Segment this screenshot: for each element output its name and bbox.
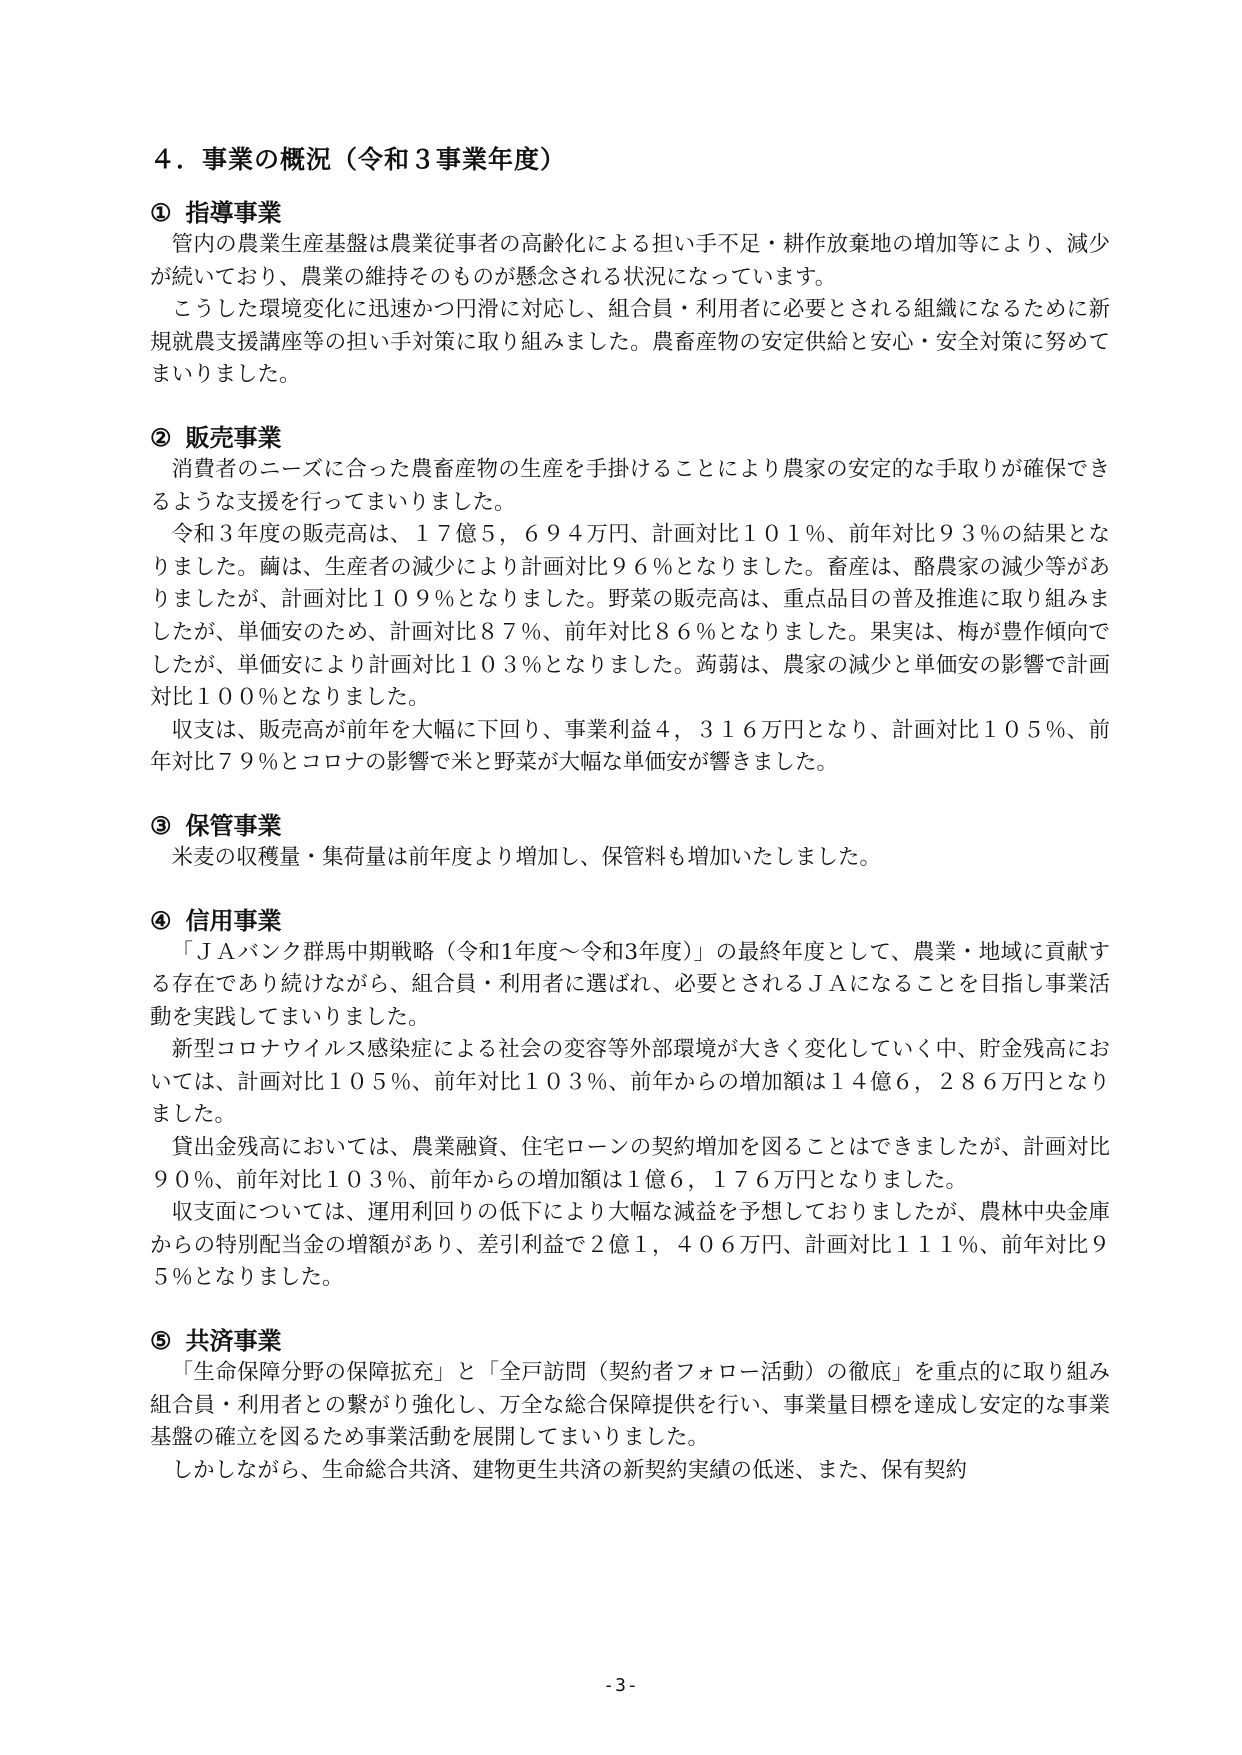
section-credit — [150, 905, 1110, 1296]
paragraph: 令和３年度の販売高は、１７億５，６９４万円、計画対比１０１％、前年対比９３％の結果となりました。繭は、生産者の減少により計画対比９６％となりました。畜産は、酪農家の減少等がありましたが、計画対比１０９％となりました。野菜の販売高は、重点品目の普及推進に取り組みましたが、単価安のため、計画対比８７％、前年対比８６％となりました。果実は、梅が豊作傾向でしたが、単価安により計画対比１０３％となりました。蒟蒻は、農家の減少と単価安の影響で計画対比１００％となりました。 — [150, 522, 1110, 711]
section-title: 指導事業 — [185, 198, 282, 227]
section-heading — [150, 810, 1110, 842]
section-guidance — [150, 197, 1110, 392]
paragraph: 新型コロナウイルス感染症による社会の変容等外部環境が大きく変化していく中、貯金残高においては、計画対比１０５％、前年対比１０３％、前年からの増加額は１４億６，２８６万円となりました。 — [150, 1037, 1110, 1128]
paragraph: 「生命保障分野の保障拡充」と「全戸訪問（契約者フォロー活動）の徹底」を重点的に取り組み組合員・利用者との繋がり強化し、万全な総合保障提供を行い、事業量目標を達成し安定的な事業基盤の確立を図るため事業活動を展開してまいりました。 — [150, 1360, 1110, 1451]
paragraph: こうした環境変化に迅速かつ円滑に対応し、組合員・利用者に必要とされる組織になるために新規就農支援講座等の担い手対策に取り組みました。農畜産物の安定供給と安心・安全対策に努めてまいりました。 — [150, 297, 1110, 388]
section-number: ② — [150, 422, 172, 452]
section-number: ③ — [150, 810, 172, 840]
section-number: ⑤ — [150, 1326, 172, 1356]
paragraph: 収支面については、運用利回りの低下により大幅な減益を予想しておりましたが、農林中央金庫からの特別配当金の増額があり、差引利益で２億１，４０６万円、計画対比１１１％、前年対比９５％となりました。 — [150, 1200, 1110, 1291]
paragraph: 米麦の収穫量・集荷量は前年度より増加し、保管料も増加いたしました。 — [171, 844, 882, 870]
section-heading — [150, 422, 1110, 454]
section-mutual-aid — [150, 1325, 1110, 1487]
section-title: 信用事業 — [185, 905, 282, 935]
section-heading — [150, 905, 1110, 937]
section-heading — [150, 1325, 1110, 1357]
page-number: -3- — [603, 1675, 639, 1696]
section-title: 販売事業 — [185, 422, 282, 452]
section-title: 保管事業 — [185, 810, 282, 840]
section-number: ① — [150, 198, 172, 227]
paragraph: しかしながら、生命総合共済、建物更生共済の新契約実績の低迷、また、保有契約 — [171, 1457, 968, 1483]
section-title: 共済事業 — [185, 1326, 282, 1356]
paragraph: 「ＪＡバンク群馬中期戦略（令和1年度～令和3年度）」の最終年度として、農業・地域に貢献する存在であり続けながら、組合員・利用者に選ばれ、必要とされるＪＡになることを目指し事業活動を実践してまいりました。 — [150, 939, 1110, 1030]
paragraph: 消費者のニーズに合った農畜産物の生産を手掛けることにより農家の安定的な手取りが確保できるような支援を行ってまいりました。 — [150, 456, 1110, 515]
section-storage — [150, 810, 1110, 875]
section-number: ④ — [150, 905, 172, 935]
section-sales — [150, 422, 1110, 780]
paragraph: 収支は、販売高が前年を大幅に下回り、事業利益４，３１６万円となり、計画対比１０５％、前年対比７９％とコロナの影響で米と野菜が大幅な単価安が響きました。 — [150, 717, 1110, 776]
paragraph: 貸出金残高においては、農業融資、住宅ローンの契約増加を図ることはできましたが、計画対比９０％、前年対比１０３％、前年からの増加額は１億６，１７６万円となりました。 — [150, 1135, 1110, 1193]
section-heading — [150, 197, 1110, 229]
main-heading: ４．事業の概況（令和３事業年度） — [150, 145, 567, 174]
paragraph: 管内の農業生産基盤は農業従事者の高齢化による担い手不足・耕作放棄地の増加等により、減少が続いており、農業の維持そのものが懸念される状況になっています。 — [150, 232, 1110, 290]
document-page — [150, 143, 1110, 1517]
